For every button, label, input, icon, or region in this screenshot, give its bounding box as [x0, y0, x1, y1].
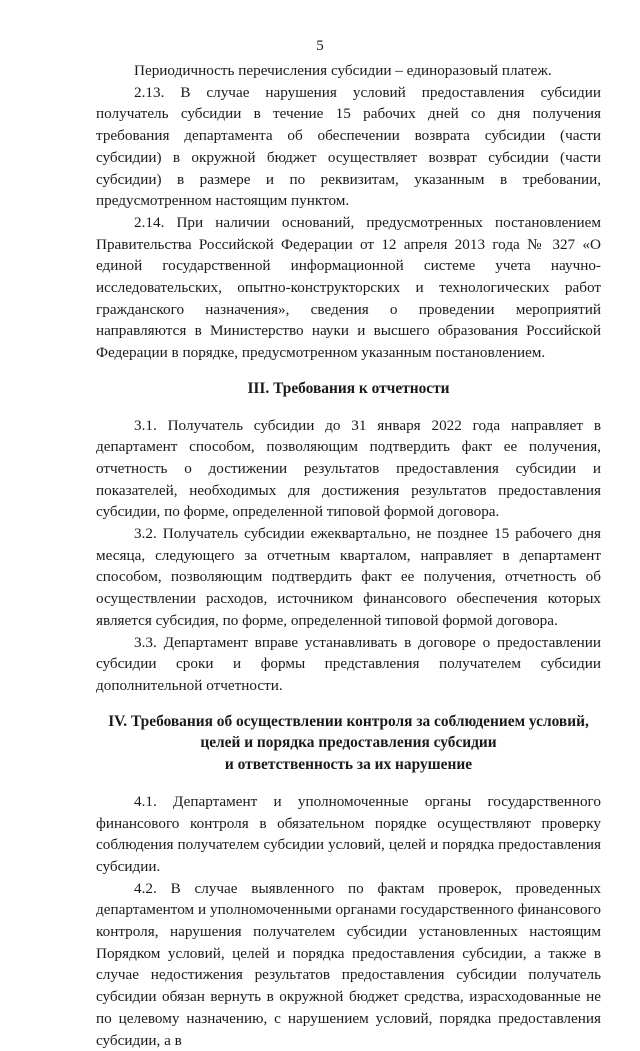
paragraph-3-3: 3.3. Департамент вправе устанавливать в договоре о предоставлении субсидии сроки и формы представления получателем субсидии дополнительной отчетности.: [96, 633, 601, 694]
paragraph-3-1: 3.1. Получатель субсидии до 31 января 2022 года направляет в департамент способом, позволяющим подтвердить факт ее получения, отчетность о достижении результатов предоставления субсидии и показателей, необходимых для достижения результатов предоставления субсидии, по форме, определенной типовой формой договора.: [96, 416, 601, 521]
page-number: 5: [316, 38, 324, 54]
paragraph-4-2: 4.2. В случае выявленного по фактам проверок, проведенных департаментом и уполномоченными органами государственного финансового контроля, нарушения получателем субсидии установленных настоящим Порядком условий, целей и порядка предоставления субсидии, а также в случае недостижения результатов предоставления субсидии получатель субсидии обязан вернуть в окружной бюджет средства, израсходованные не по целевому назначению, с нарушением условий, порядка предоставления субсидии, а в: [96, 879, 601, 1049]
paragraph-periodicity: Периодичность перечисления субсидии – единоразовый платеж.: [134, 62, 552, 79]
section-4-title: [96, 711, 601, 776]
document-body: [96, 60, 601, 1051]
section-4-title-line-2: целей и порядка предоставления субсидии: [200, 734, 497, 752]
section-4-title-line-1: IV. Требования об осуществлении контроля за соблюдением условий,: [108, 712, 589, 730]
paragraph-4-1: 4.1. Департамент и уполномоченные органы государственного финансового контроля в обязательном порядке осуществляют проверку соблюдения получателем субсидии условий, целей и порядка предоставления субсидии.: [96, 792, 601, 875]
paragraph-2-13: 2.13. В случае нарушения условий предоставления субсидии получатель субсидии в течение 15 рабочих дней со дня получения требования департамента об обеспечении возврата субсидии (части субсидии) в окружной бюджет осуществляет возврат субсидии (части субсидии) в размере и по реквизитам, указанным в требовании, предусмотренном настоящим пунктом.: [96, 83, 601, 210]
paragraph-2-14: 2.14. При наличии оснований, предусмотренных постановлением Правительства Российской Федерации от 12 апреля 2013 года № 327 «О единой государственной информационной системе учета научно-исследовательских, опытно-конструкторских и технологических работ гражданского назначения», сведения о проведении мероприятий направляются в Министерство науки и высшего образования Российской Федерации в порядке, предусмотренном указанным постановлением.: [96, 213, 601, 362]
section-3-title: III. Требования к отчетности: [247, 379, 450, 397]
section-4-title-line-3: и ответственность за их нарушение: [224, 756, 473, 774]
paragraph-3-2: 3.2. Получатель субсидии ежеквартально, не позднее 15 рабочего дня месяца, следующего за отчетным кварталом, направляет в департамент способом, позволяющим подтвердить факт ее получения, отчетность об осуществлении расходов, источником финансового обеспечения которых является субсидия, по форме, определенной типовой формой договора.: [96, 525, 601, 629]
